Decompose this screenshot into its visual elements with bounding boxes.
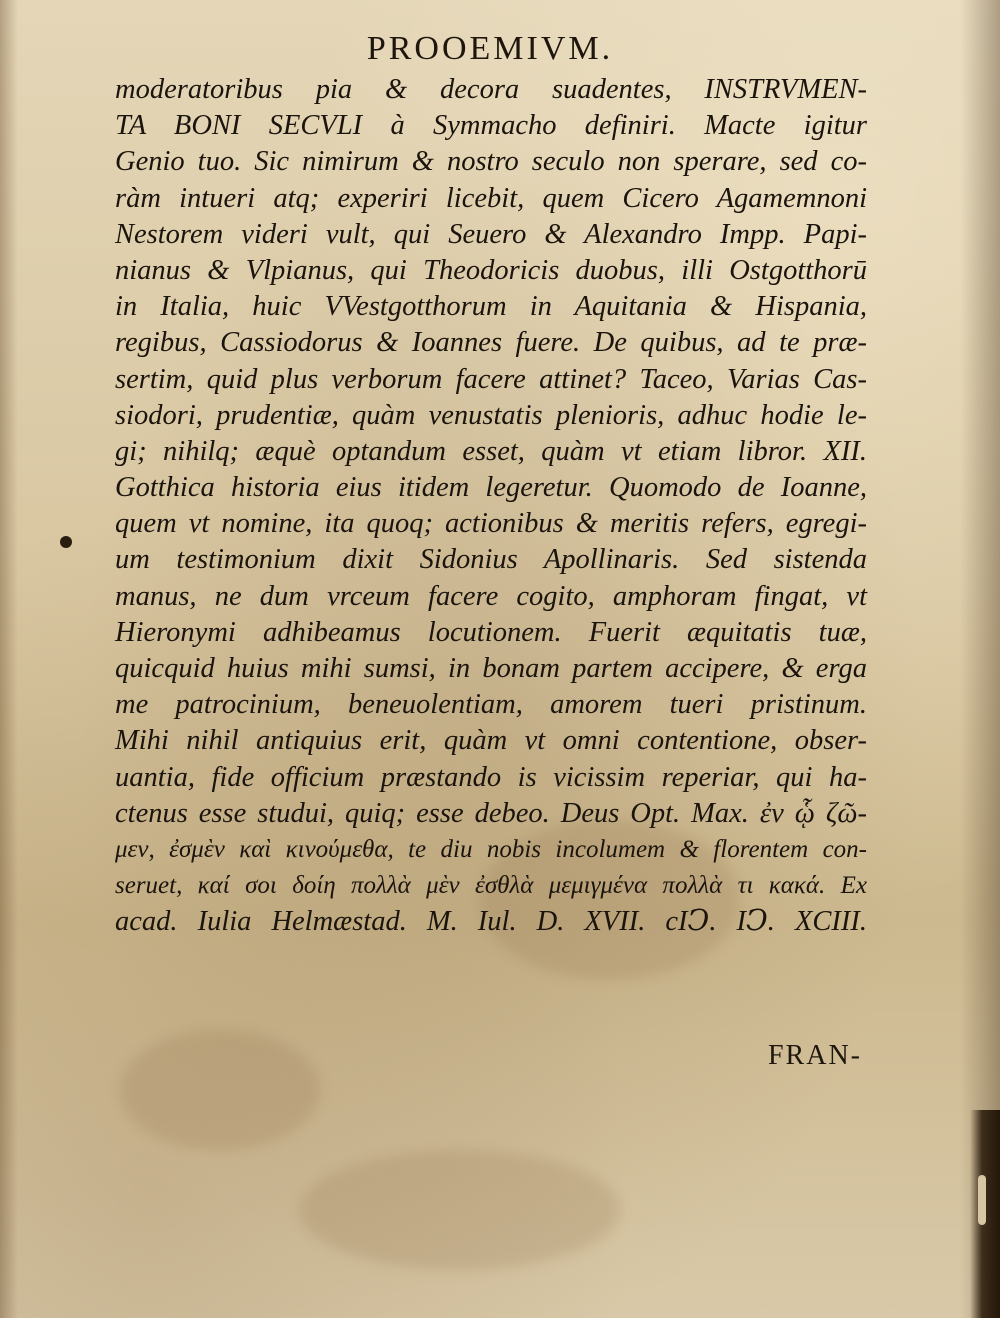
page-left-shadow bbox=[0, 0, 18, 1318]
text-line: um testimonium dixit Sidonius Apollinaris. Sed sistenda bbox=[115, 544, 867, 576]
ink-dot bbox=[60, 536, 72, 548]
text-line: μεν, ἐσμὲν καὶ κινούμεθα, te diu nobis incolumem & florentem con- bbox=[115, 835, 867, 863]
paper-stain bbox=[300, 1150, 620, 1270]
text-line: moderatoribus pia & decora suadentes, INSTRVMEN- bbox=[115, 74, 867, 105]
text-line: seruet, καί σοι δοίη πολλὰ μὲν ἐσθλὰ μεμιγμένα πολλὰ τι κακά. Ex bbox=[115, 872, 867, 900]
binding-mark bbox=[978, 1175, 986, 1225]
text-line: Mihi nihil antiquius erit, quàm vt omni contentione, obser- bbox=[115, 725, 867, 757]
text-line: ràm intueri atq; experiri licebit, quem Cicero Agamemnoni bbox=[115, 182, 867, 214]
text-line: Nestorem videri vult, qui Seuero & Alexandro Impp. Papi- bbox=[115, 218, 867, 250]
text-line: siodori, prudentiæ, quàm venustatis plenioris, adhuc hodie le- bbox=[115, 399, 867, 431]
text-line: me patrocinium, beneuolentiam, amorem tueri pristinum. bbox=[115, 689, 867, 721]
text-line: quicquid huius mihi sumsi, in bonam partem accipere, & erga bbox=[115, 653, 867, 684]
text-line: Hieronymi adhibeamus locutionem. Fuerit æquitatis tuæ, bbox=[115, 616, 867, 648]
page-header: PROOEMIVM. bbox=[366, 30, 614, 67]
text-line: Genio tuo. Sic nimirum & nostro seculo non sperare, sed co- bbox=[115, 146, 867, 178]
text-line: regibus, Cassiodorus & Ioannes fuere. De quibus, ad te præ- bbox=[115, 327, 867, 359]
text-line: sertim, quid plus verborum facere attinet? Taceo, Varias Cas- bbox=[115, 363, 867, 395]
body-text bbox=[115, 72, 867, 941]
text-line: quem vt nomine, ita quoq; actionibus & meritis refers, egregi- bbox=[115, 508, 867, 540]
text-line: acad. Iulia Helmæstad. M. Iul. D. XVII. cIↃ. IↃ. XCIII. bbox=[115, 906, 867, 938]
text-line: Gotthica historia eius itidem legeretur. Quomodo de Ioanne, bbox=[115, 472, 867, 504]
text-line: TA BONI SECVLI à Symmacho definiri. Macte igitur bbox=[115, 110, 867, 142]
text-line: uantia, fide officium præstando is vicissim reperiar, qui ha- bbox=[115, 761, 867, 793]
text-line: in Italia, huic VVestgotthorum in Aquitania & Hispania, bbox=[115, 291, 867, 323]
catchword: FRAN- bbox=[767, 1040, 862, 1071]
text-line: manus, ne dum vrceum facere cogito, amphoram fingat, vt bbox=[115, 580, 867, 612]
text-line: ctenus esse studui, quiq; esse debeo. Deus Opt. Max. ἐν ᾧ ζῶ- bbox=[115, 797, 867, 829]
text-line: nianus & Vlpianus, qui Theodoricis duobus, illi Ostgotthorū bbox=[115, 254, 867, 286]
paper-stain bbox=[120, 1030, 320, 1150]
text-line: gi; nihilq; æquè optandum esset, quàm vt etiam libror. XII. bbox=[115, 435, 867, 467]
